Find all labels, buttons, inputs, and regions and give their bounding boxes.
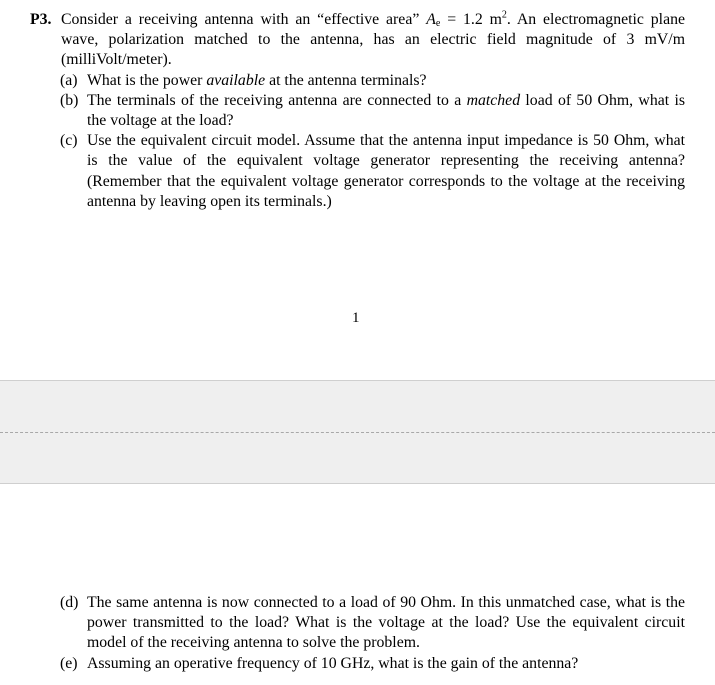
question-c-label: (c) [60, 132, 78, 150]
question-e-text: Assuming an operative frequency of 10 GHz, what is the gain of the antenna? [87, 654, 579, 672]
question-b-label: (b) [60, 91, 79, 109]
question-b-text: The terminals of the receiving antenna are connected to a matched load of 50 Ohm, what is the voltage at the load? [87, 91, 685, 130]
question-b [30, 91, 685, 131]
question-a [30, 71, 685, 91]
page-2 [0, 484, 715, 685]
question-a-label: (a) [60, 71, 78, 89]
question-d-text: The same antenna is now connected to a load of 90 Ohm. In this unmatched case, what is the power transmitted to the load? What is the voltage at the load? Use the equivalent circuit model of the receiving antenna to solve the problem. [87, 594, 685, 652]
question-e [30, 654, 685, 674]
problem-intro-text: Consider a receiving antenna with an “effective area” $A_e = 1.2$ $m^2$. An electromagnetic plane wave, polarization matched to the antenna, has an electric field magnitude of 3 mV/m (milliVolt/meter). [61, 9, 685, 69]
question-d [30, 593, 685, 654]
question-c-text: Use the equivalent circuit model. Assume that the antenna input impedance is 50 Ohm, what is the value of the equivalent voltage generator representing the receiving antenna? (Remember that the equivalent voltage generator corresponds to the voltage at the receiving antenna by leaving open its terminals.) [87, 132, 685, 210]
question-c [30, 131, 685, 212]
page-break [0, 380, 715, 484]
question-d-label: (d) [60, 594, 79, 611]
page-number: 1 [352, 310, 360, 326]
problem-p3 [30, 10, 685, 212]
problem-continued [30, 593, 685, 674]
question-a-text: What is the power available at the antenna terminals? [87, 71, 427, 89]
problem-intro [30, 10, 685, 71]
problem-label: P3. [30, 11, 52, 28]
page-break-dashed-line [0, 432, 715, 433]
question-e-label: (e) [60, 654, 78, 672]
